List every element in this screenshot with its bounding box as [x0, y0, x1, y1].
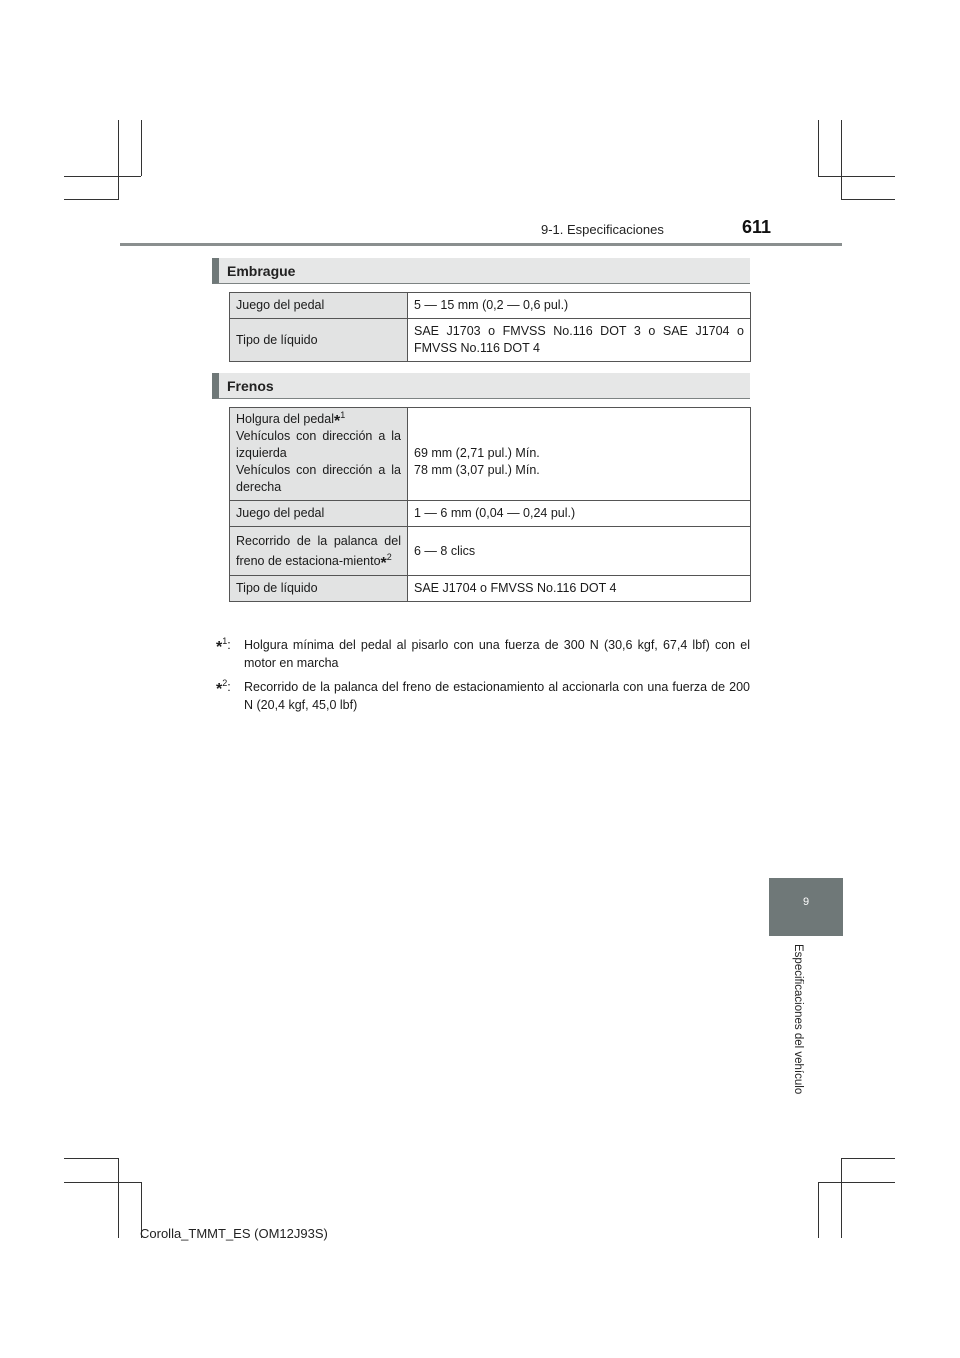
holgura-label: Holgura del pedal: [236, 412, 334, 426]
crop-mark: [64, 1182, 141, 1183]
table-row: [230, 293, 751, 319]
footnote-text: Holgura mínima del pedal al pisarlo con una fuerza de 300 N (30,6 kgf, 67,4 lbf) con el motor en marcha: [244, 638, 750, 670]
section-title: 9-1. Especificaciones: [541, 222, 664, 237]
embrague-heading: Embrague: [212, 258, 750, 284]
crop-mark: [818, 120, 819, 176]
embrague-table: [229, 292, 751, 362]
crop-mark: [841, 1158, 842, 1238]
footnote-text: Recorrido de la palanca del freno de estacionamiento al accionarla con una fuerza de 200 N (20,4 kgf, 45,0 lbf): [244, 680, 750, 712]
chapter-label: Especificaciones del vehículo: [792, 944, 804, 1095]
footnote-number: 2: [222, 677, 228, 688]
holgura-value-left: 69 mm (2,71 pul.) Mín.: [414, 446, 540, 460]
footnote-star: *: [216, 639, 223, 656]
table-value: 6 — 8 clics: [408, 527, 751, 576]
table-label: Tipo de líquido: [230, 319, 408, 362]
crop-mark: [841, 120, 842, 200]
table-row: [230, 319, 751, 362]
crop-mark: [818, 1182, 819, 1238]
footnote-number: 1: [340, 409, 346, 420]
table-value: 5 — 15 mm (0,2 — 0,6 pul.): [408, 293, 751, 319]
crop-mark: [841, 199, 895, 200]
recorrido-label: Recorrido de la palanca del freno de estaciona-miento: [236, 534, 401, 568]
crop-mark: [64, 199, 119, 200]
crop-mark: [64, 1158, 119, 1159]
table-value: SAE J1704 o FMVSS No.116 DOT 4: [408, 576, 751, 602]
crop-mark: [818, 176, 895, 177]
footer-code: Corolla_TMMT_ES (OM12J93S): [140, 1226, 328, 1241]
footnote-2: [216, 678, 750, 714]
holgura-sub-right: Vehículos con dirección a la derecha: [236, 463, 401, 494]
footnote-colon: :: [227, 680, 231, 694]
table-label: [230, 527, 408, 576]
footnote-marker: [216, 678, 231, 696]
table-row: [230, 501, 751, 527]
footnote-star: *: [216, 681, 223, 698]
table-value: 1 — 6 mm (0,04 — 0,24 pul.): [408, 501, 751, 527]
footnote-number: 1: [222, 635, 228, 646]
frenos-table: [229, 407, 751, 602]
table-value: [408, 408, 751, 501]
footnote-1: [216, 636, 750, 672]
footnote-colon: :: [227, 638, 231, 652]
holgura-sub-left: Vehículos con dirección a la izquierda: [236, 429, 401, 460]
page-number: 611: [742, 217, 772, 237]
footnote-number: 2: [386, 551, 392, 562]
frenos-heading: Frenos: [212, 373, 750, 399]
table-label: Juego del pedal: [230, 501, 408, 527]
table-value: SAE J1703 o FMVSS No.116 DOT 3 o SAE J1704 o FMVSS No.116 DOT 4: [408, 319, 751, 362]
footnote-star: *: [334, 413, 341, 430]
crop-mark: [841, 1158, 895, 1159]
table-row: [230, 408, 751, 501]
table-label: [230, 408, 408, 501]
footnote-marker: [216, 636, 231, 654]
footnote-star: *: [380, 555, 387, 572]
table-row: [230, 576, 751, 602]
header-divider: [120, 243, 842, 246]
holgura-value-right: 78 mm (3,07 pul.) Mín.: [414, 463, 540, 477]
chapter-tab: 9: [769, 878, 843, 936]
crop-mark: [118, 120, 119, 200]
crop-mark: [64, 176, 141, 177]
table-row: [230, 527, 751, 576]
table-label: Juego del pedal: [230, 293, 408, 319]
crop-mark: [118, 1158, 119, 1238]
crop-mark: [818, 1182, 895, 1183]
table-label: Tipo de líquido: [230, 576, 408, 602]
crop-mark: [141, 120, 142, 176]
